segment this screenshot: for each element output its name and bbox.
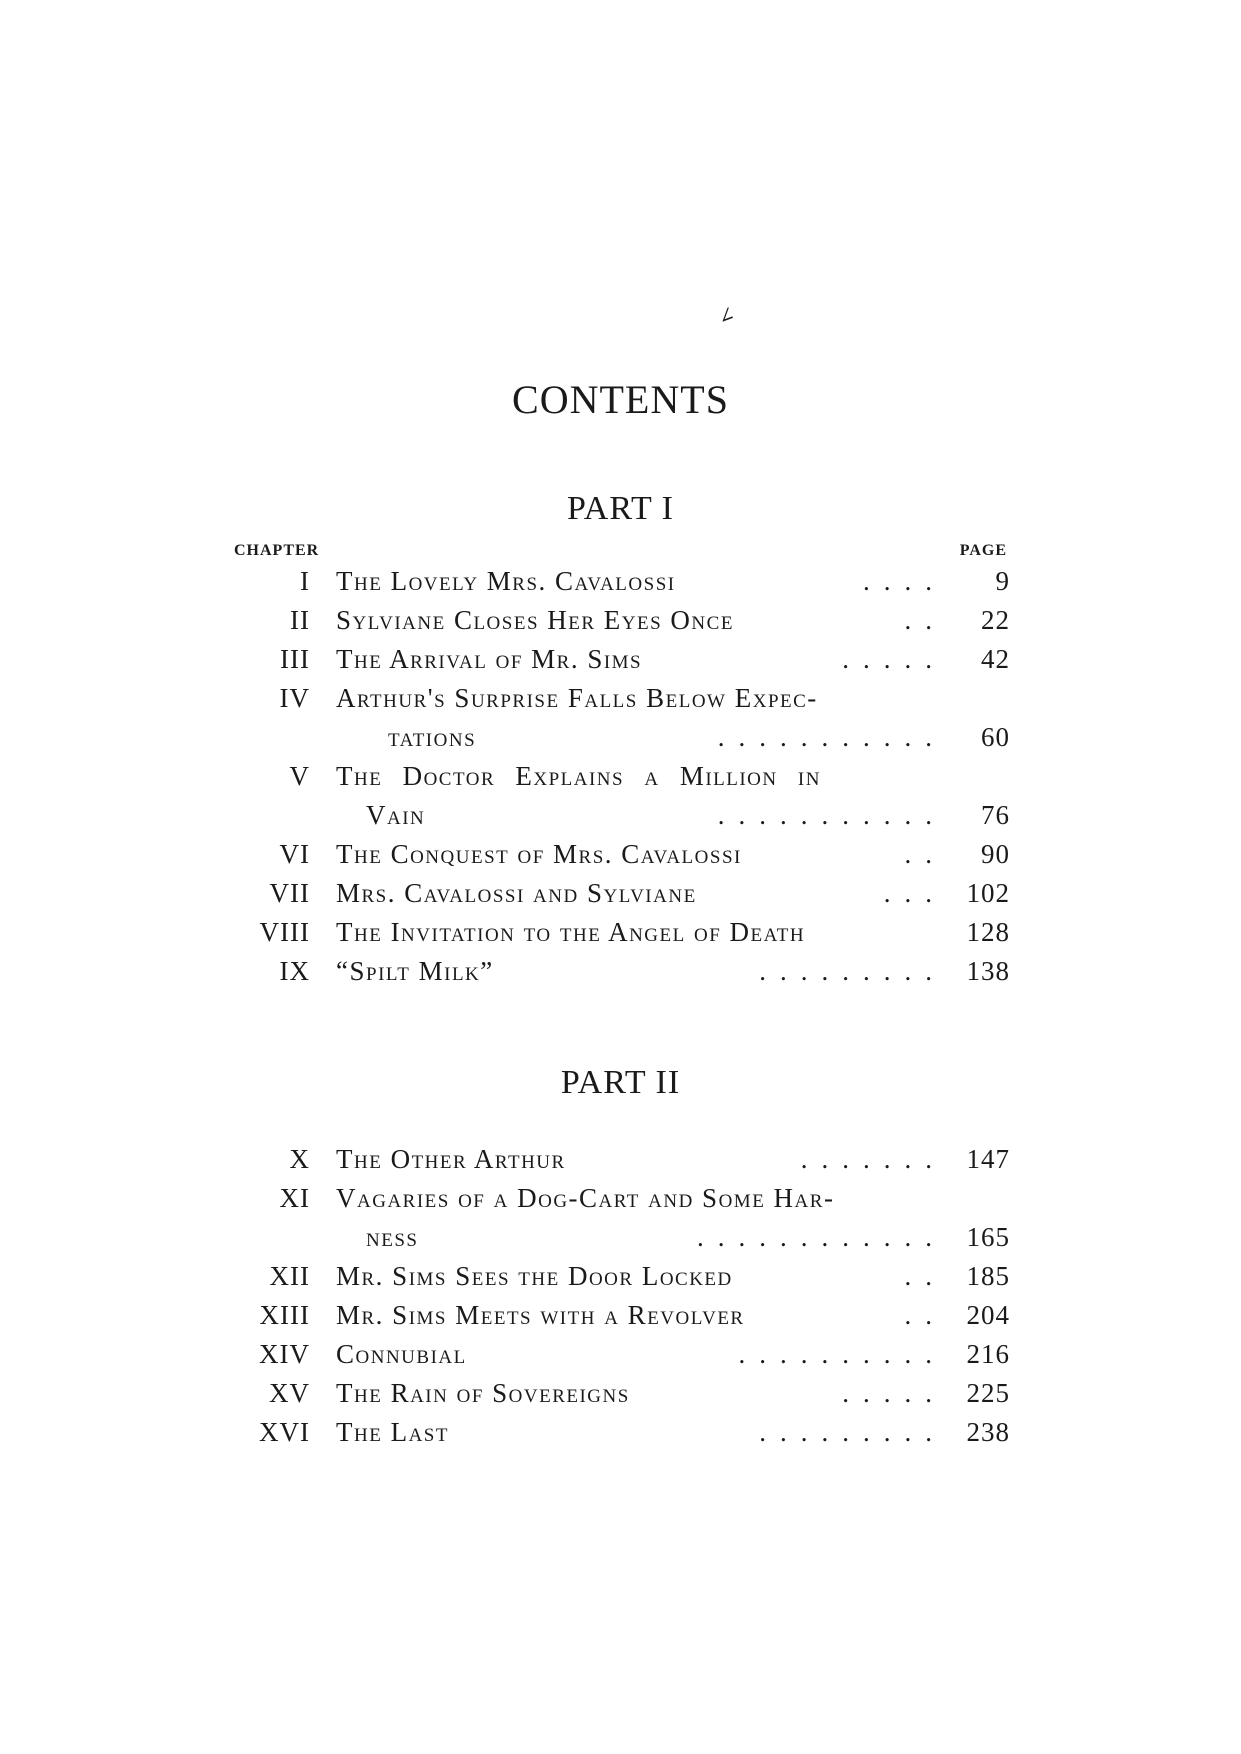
toc-entry[interactable] [230,1179,1010,1257]
toc-entry[interactable] [230,1374,1010,1413]
toc-entry[interactable] [230,1413,1010,1452]
part-2-heading: PART II [560,1064,681,1101]
chapter-title: The Lovely Mrs. Cavalossi [336,566,676,596]
page-title: CONTENTS [512,377,729,422]
chapter-number: XIV [259,1339,310,1369]
chapter-title-continuation: ness [366,1222,419,1252]
page-number: 204 [966,1300,1010,1330]
chapter-number: IX [279,956,310,986]
chapter-title: Mr. Sims Meets with a Revolver [336,1300,745,1330]
dot-leader: .. [904,1300,946,1330]
page-number: 60 [981,722,1010,752]
dot-leader: .... [863,566,946,596]
chapter-number: XVI [259,1417,310,1447]
chapter-number: VII [269,878,310,908]
chapter-title: Mrs. Cavalossi and Sylviane [336,878,697,908]
chapter-number: III [280,644,310,674]
chapter-number: IV [279,683,310,713]
chapter-number: XII [269,1261,310,1291]
toc-entry[interactable] [230,1140,1010,1179]
dot-leader: ........... [717,800,946,830]
part-1-chapter-list [230,562,1010,991]
dot-leader: ..... [842,1378,946,1408]
chapter-column-label: CHAPTER [234,542,320,559]
toc-entry[interactable] [230,913,1010,952]
toc-entry[interactable] [230,1335,1010,1374]
page-number: 225 [966,1378,1010,1408]
stray-mark: ∠ [714,302,739,330]
continuation-line [230,718,1010,757]
chapter-number: VIII [259,917,310,947]
dot-leader: ......... [759,1417,946,1447]
chapter-title: The Conquest of Mrs. Cavalossi [336,839,742,869]
chapter-number: VI [279,839,310,869]
page-number: 138 [966,956,1010,986]
page-number: 238 [966,1417,1010,1447]
continuation-line [230,1218,1010,1257]
page-number: 90 [981,839,1010,869]
chapter-title: Vagaries of a Dog-Cart and Some Har- [336,1183,835,1213]
page-column-label: PAGE [959,542,1007,559]
continuation-line [230,796,1010,835]
chapter-title: The Other Arthur [336,1144,566,1174]
dot-leader: ............ [697,1222,946,1252]
dot-leader: ........... [717,722,946,752]
toc-entry[interactable] [230,562,1010,601]
chapter-number: X [289,1144,310,1174]
chapter-number: I [300,566,310,596]
dot-leader: ... [883,878,946,908]
toc-entry[interactable] [230,1257,1010,1296]
page-number: 128 [966,917,1010,947]
chapter-title-continuation: Vain [366,800,426,830]
chapter-title: The Last [336,1417,449,1447]
chapter-title: The Arrival of Mr. Sims [336,644,643,674]
dot-leader: ....... [800,1144,946,1174]
toc-entry[interactable] [230,874,1010,913]
chapter-title: “Spilt Milk” [336,956,494,986]
chapter-title: Arthur's Surprise Falls Below Expec- [336,683,818,713]
page-number: 165 [966,1222,1010,1252]
chapter-number: XI [279,1183,310,1213]
toc-entry[interactable] [230,952,1010,991]
page-number: 147 [966,1144,1010,1174]
page-number: 216 [966,1339,1010,1369]
page-number: 76 [981,800,1010,830]
chapter-number: V [289,761,310,791]
dot-leader: .. [904,839,946,869]
dot-leader: .. [904,1261,946,1291]
toc-entry[interactable] [230,757,1010,835]
toc-entry[interactable] [230,601,1010,640]
chapter-title: Mr. Sims Sees the Door Locked [336,1261,733,1291]
chapter-title: The Doctor Explains a Million in [336,761,821,791]
dot-leader: .. [904,605,946,635]
dot-leader: .......... [738,1339,946,1369]
chapter-number: II [290,605,310,635]
chapter-title: The Invitation to the Angel of Death [336,917,806,947]
dot-leader: ..... [842,644,946,674]
chapter-title: Sylviane Closes Her Eyes Once [336,605,734,635]
chapter-number: XIII [259,1300,310,1330]
chapter-title-continuation: tations [388,722,477,752]
toc-entry[interactable] [230,1296,1010,1335]
chapter-title: Connubial [336,1339,467,1369]
part-2-chapter-list [230,1140,1010,1452]
page-number: 9 [995,566,1010,596]
page-number: 22 [981,605,1010,635]
chapter-title: The Rain of Sovereigns [336,1378,630,1408]
toc-entry[interactable] [230,640,1010,679]
page-number: 185 [966,1261,1010,1291]
page-number: 102 [966,878,1010,908]
dot-leader: ......... [759,956,946,986]
chapter-number: XV [269,1378,310,1408]
part-1-heading: PART I [567,490,674,527]
page-number: 42 [981,644,1010,674]
toc-entry[interactable] [230,835,1010,874]
toc-entry[interactable] [230,679,1010,757]
column-labels [234,542,1007,562]
